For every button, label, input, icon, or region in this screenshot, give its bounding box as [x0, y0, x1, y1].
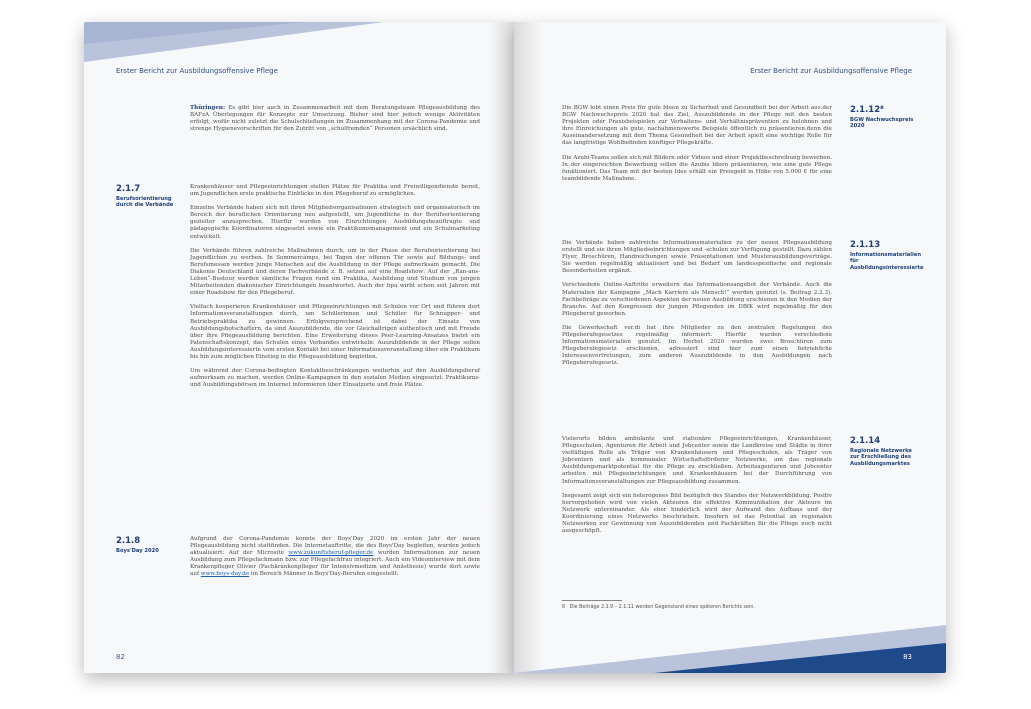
paragraph: Die BGW lobt einen Preis für gute Ideen zu Sicherheit und Gesundheit bei der Arbeit aus.der BGW Nachwuchspreis 2020 hat das Ziel, Auszubildende in der Pflege mit den besten Projekten oder Praxisbeispielen zur Verhaltens- und Verhältnisprävention zu belohnen und ihre Einreichungen als gute, nachahmenswerte Beispiele öffentlich zu präsentieren.denn die Auseinandersetzung mit dem Thema Gesundheit bei der Arbeit spielt eine wichtige Rolle für das langfristige Wohlbefinden künftiger Pflegekräfte. — [562, 105, 832, 147]
text-segment: im Bereich Männer in Boys'Day-Berufen eingestellt. — [249, 571, 399, 578]
paragraph: Die Azubi-Teams sollen sich mit Bildern oder Videos und einer Projektbeschreibung bewerben. In der eingereichten Bewerbung sollen die Azubis Ideen präsentieren, wie eine gute Pflege funktioniert. Das Team mit der besten Idee erhält ein Preisgeld in Höhe von 5.000 € für eine teambildende Maßnahme. — [562, 154, 832, 182]
bottom-decorative-band — [514, 603, 946, 673]
paragraph: Vielfach kooperieren Krankenhäuser und Pflegeeinrichtungen mit Schulen vor Ort und führen dort Informationsveranstaltungen durch, um Schülerinnen und Schüler für Schnupper- und Betriebspraktika zu gewinnen. Erfolgversprechend ist dabei der Einsatz von Ausbildungsbotschaftern, da sind Auszubildende, die vor Gleichaltrigen authentisch und mit Freude über ihre Pflegeausbildung berichten. Eine Erweiterung dieses Peer-Learning-Ansatzes bietet ein Patenschaftskonzept, das Schulen eines Verbandes entwickeln: Auszubildende in der Pflege sollen Ausbildungsinteressierte vom ersten Kontakt bei einer Informationsveranstaltung über ein Praktikum bis hin zum möglichen Einstieg in die Pflegeausbildung begleiten. — [190, 304, 480, 360]
section-number: 2.1.13 — [850, 240, 881, 250]
section-title: Berufsorientierung durch die Verbände — [116, 196, 174, 209]
paragraph: Die Verbände haben zahlreiche Informationsmaterialien zu der neuen Pflegeausbildung erstellt und sie ihren Mitgliedseinrichtungen und -schulen zur Verfügung gestellt. Dazu zählen Flyer, Broschüren, Handreichungen sowie Präsentationen und Musterausbildungsverträge. Sie werden regelmäßig aktualisiert und bei Bedarf um landesspezifische und regionale Besonderheiten ergänzt. — [562, 240, 832, 275]
paragraph: Insgesamt zeigt sich ein heterogenes Bild bezüglich des Standes der Netzwerkbildung. Positiv hervorgehoben wird von vielen Akteuren die effektive Kommunikation der Akteure im Netzwerk untereinander. Als eher hinderlich wird der Aufwand des Aufbaus und der Koordinierung eines Netzwerks beschrieben. Insofern ist das Potential an regionalen Netzwerken zur Gewinnung von Auszubildenden und Fachkräften für die Pflege noch nicht ausgeschöpft. — [562, 492, 832, 535]
paragraph: Um während der Corona-bedingten Kontaktbeschränkungen weiterhin auf den Ausbildungsberuf aufmerksam zu machen, werden Online-Kampagnen in den sozialen Medien eingesetzt. Praktikums- und Ausbildungsbörsen im Internet informieren über Einsatzorte und freie Plätze. — [190, 368, 480, 389]
section-number: 2.1.12⁸ — [850, 105, 884, 115]
boysday-paragraph — [190, 536, 480, 579]
section-title: Informationsmaterialien für Ausbildungsinteressierte — [850, 252, 924, 271]
text-segment: wurden Informationen zur neuen Ausbildung zum Pflegefachmann bzw. zur Pflegefachfrau integriert. Auch ein Videointerview mit dem Krankenpfleger Olivier (Fachkrankenpfleger für Intensivmedizin und Anästhesie) wurde dort sowie auf — [190, 550, 480, 578]
thueringen-paragraph — [190, 105, 480, 133]
page-number-left: 82 — [116, 653, 125, 661]
section-218-heading — [116, 536, 186, 554]
thueringen-text: Es gibt hier auch in Zusammenarbeit mit dem Beratungsteam Pflegeausbildung des BAFzA Überlegungen für Konzepte zur Umsetzung. Bisher sind hier jedoch wenige Aktivitäten erfolgt, wofür nicht zuletzt die Schulschließungen im Zusammenhang mit der Corona-Pandemie und strenge Hygienevorschriften für den Zutritt von „schulfremden“ Personen ursächlich sind. — [190, 105, 480, 133]
page-number-right: 83 — [903, 653, 912, 661]
section-title: Regionale Netzwerke zur Erschließung des Ausbildungsmarktes — [850, 448, 912, 467]
left-page — [84, 22, 514, 673]
thueringen-lead: Thüringen: — [190, 105, 226, 111]
paragraph: Krankenhäuser und Pflegeeinrichtungen stellen Plätze für Praktika und Freiwilligendienste bereit, um Jugendlichen erste praktische Einblicke in den Pflegeberuf zu ermöglichen. — [190, 184, 480, 198]
section-title: BGW Nachwuchspreis 2020 — [850, 117, 914, 130]
paragraph: Die Gewerkschaft ver.di hat ihre Mitglieder zu den zentralen Regelungen des Pflegeberufegesetzes regelmäßig informiert. Hierfür wurden verschiedene Informationsmaterialien genutzt. Im Herbst 2020 wurden zwei Broschüren zum Pflegeberufegesetz erschienen, adressiert sind hier zum einen betriebliche Interessenvertretungen, zum anderen Auszubildende in den Ausbildungen nach Pflegeberufegesetz. — [562, 324, 832, 367]
section-number: 2.1.7 — [116, 184, 141, 194]
section-2113-body — [562, 240, 832, 375]
section-2114-heading — [850, 436, 920, 467]
footnote-rule — [562, 600, 622, 601]
section-2114-body — [562, 436, 832, 542]
footnote-text: Die Beiträge 2.1.9 – 2.1.11 werden Gegenstand eines späteren Berichts sein. — [569, 605, 755, 610]
section-number: 2.1.14 — [850, 436, 881, 446]
boysday-link[interactable]: www.boys-day.de — [200, 571, 250, 578]
section-218-body — [190, 536, 480, 586]
paragraph: Die Verbände führen zahlreiche Maßnahmen durch, um in der Phase der Berufsorientierung bei Jugendlichen zu werben. In Sommercamps, bei Tagen der offenen Tür sowie auf Bildungs- und Berufsmessen werden junge Menschen auf die Ausbildung in der Pflege aufmerksam gemacht. Die Diakonie Deutschland und deren Fachverbände z. B. setzen auf eine Roadshow: Auf der „Ran-ans-Leben“-Bustour werden sämtliche Fragen rund um Praktika, Ausbildung und Studium von jungen Mitarbeitenden diakonischer Einrichtungen beantwortet. Auch der bpa wirbt schon seit Jahren mit einer Roadshow für den Pflegeberuf. — [190, 247, 480, 297]
top-decorative-band — [84, 22, 384, 62]
gutter-shadow — [486, 22, 514, 673]
intro-block — [190, 105, 480, 140]
paragraph: Vielerorts bilden ambulante und stationäre Pflegeeinrichtungen, Krankenhäuser, Pflegeschulen, Agenturen für Arbeit und Jobcenter sowie die Landkreise und Städte in ihrer vielfältigen Rolle als Träger von Krankenhäusern und Pflegeschulen, als Träger von Jobcentern und als kommunaler Wirtschaftsförderer Netzwerke, um das regionale Ausbildungsmarktpotential für die Pflege zu erschließen. Arbeitsagenturen und Jobcenter arbeiten mit Pflegeeinrichtungen und Krankenhäusern bei der Durchführung von Informationsveranstaltungen zur Pflegeausbildung zusammen. — [562, 436, 832, 485]
running-header-right: Erster Bericht zur Ausbildungsoffensive Pflege — [750, 67, 912, 75]
section-217-heading — [116, 184, 186, 209]
running-header-left: Erster Bericht zur Ausbildungsoffensive Pflege — [116, 67, 278, 75]
footnote — [562, 605, 822, 610]
right-page — [514, 22, 946, 673]
section-2112-heading — [850, 105, 920, 130]
section-2113-heading — [850, 240, 924, 271]
zukunftsberuf-link[interactable]: www.zukunftsberuf-pfleger.de — [288, 550, 374, 557]
paragraph: Einzelne Verbände haben sich mit ihren Mitgliedsorganisationen strategisch und organisatorisch im Bereich der beruflichen Orientierung neu aufgestellt, um Jugendliche in der Berufsorientierung gezielter anzusprechen. Hierfür wurden von Einrichtungen Ausbildungsbeauftragte und pädagogische Koordinatoren eingesetzt sowie ein Praktikumsmanagement und ein Schulmarketing entwickelt. — [190, 205, 480, 240]
section-217-body — [190, 184, 480, 396]
section-2112-body — [562, 105, 832, 190]
paragraph: Verschiedene Online-Auftritte erweitern das Informationsangebot der Verbände. Auch die Materialien der Kampagne „Mach Karriere als Mensch!“ werden genutzt (s. Beitrag 2.2.3). Fachbeiträge zu verschiedenen Aspekten der neuen Ausbildung erschienen in den Medien der Branche. Auf den Kongressen der jungen Pflegenden im DBfK wird regelmäßig für den Pflegeberuf geworben. — [562, 282, 832, 317]
text-segment: Aufgrund der Corona-Pandemie konnte der Boys'Day 2020 im ersten Jahr der neuen Pflegeausbildung nicht stattfinden. Die Internetauftritte, die des Boys'Day begleiten, wurden jedoch aktualisiert: Auf der Microsite — [190, 536, 480, 557]
footnote-marker: 8 — [562, 605, 566, 610]
gutter-shadow — [514, 22, 542, 673]
section-title: Boys'Day 2020 — [116, 548, 159, 554]
section-number: 2.1.8 — [116, 536, 141, 546]
